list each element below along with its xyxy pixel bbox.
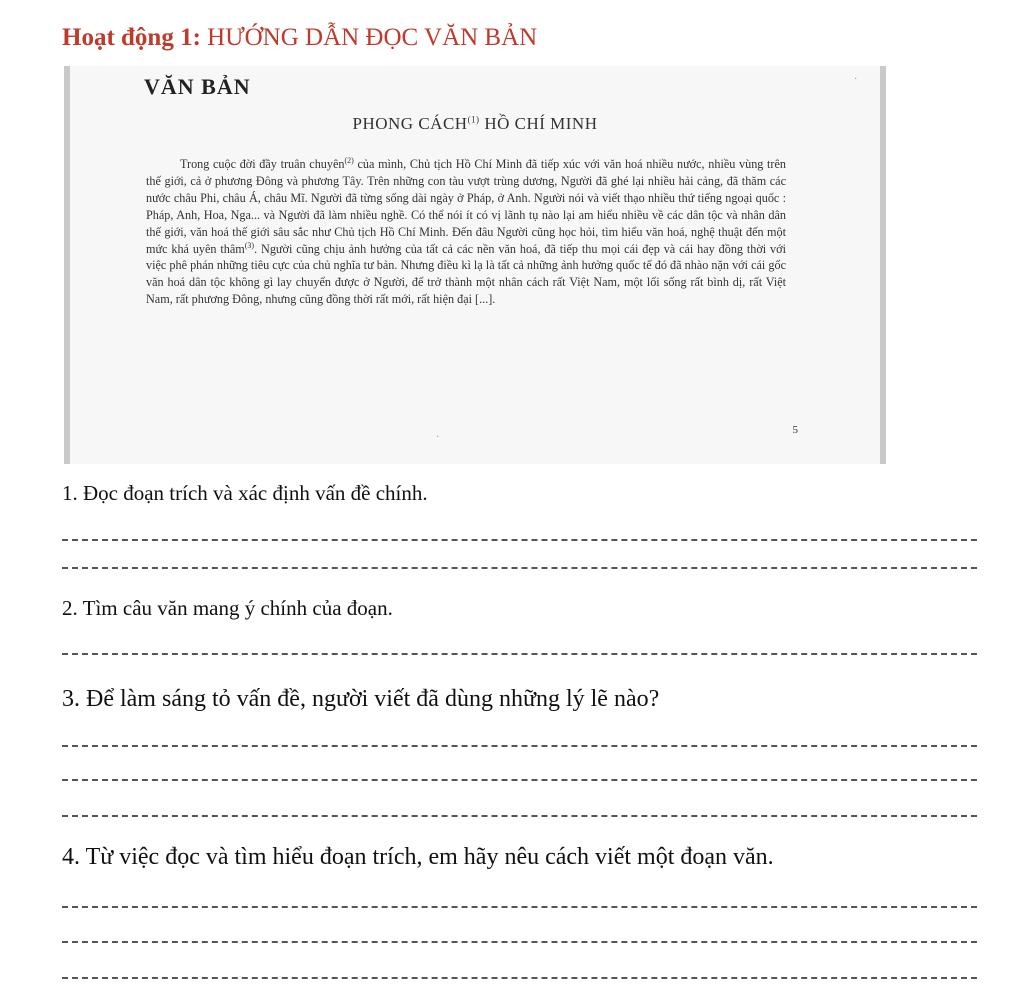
answer-line[interactable] — [62, 815, 977, 817]
activity-heading-prefix: Hoạt động 1: — [62, 24, 201, 51]
activity-heading — [62, 24, 537, 52]
scan-speck: · — [854, 74, 858, 85]
question-3: 3. Để làm sáng tỏ vấn đề, người viết đã dùng những lý lẽ nào? — [62, 686, 660, 712]
text-section-title: VĂN BẢN — [144, 74, 251, 99]
answer-line[interactable] — [62, 941, 977, 943]
text-title-main: PHONG CÁCH — [352, 114, 468, 133]
answer-line[interactable] — [62, 779, 977, 781]
activity-heading-text: HƯỚNG DẪN ĐỌC VĂN BẢN — [207, 24, 538, 51]
passage-part-2: của mình, Chủ tịch Hồ Chí Minh đã tiếp xúc với văn hoá nhiều nước, nhiều vùng trên thế giới, cả ở phương Đông và phương Tây. Trên những con tàu vượt trùng dương, Người đã ghé lại nhiều hải cảng, đã thăm các nước châu Phi, châu Á, châu Mĩ. Người đã từng sống dài ngày ở Pháp, ở Anh. Người nói và viết thạo nhiều thứ tiếng ngoại quốc : Pháp, Anh, Hoa, Nga... và Người đã làm nhiều nghề. Có thể nói ít có vị lãnh tụ nào lại am hiểu nhiều về các dân tộc và nhân dân thế giới, văn hoá thế giới sâu sắc như Chủ tịch Hồ Chí Minh. Đến đâu Người cũng học hỏi, tìm hiểu văn hoá, nghệ thuật đến một mức khá uyên thâm — [146, 157, 786, 256]
answer-line[interactable] — [62, 539, 977, 541]
passage-part-3: . Người cũng chịu ảnh hưởng của tất cả các nền văn hoá, đã tiếp thu mọi cái đẹp và cái hay đồng thời với việc phê phán những tiêu cực của chủ nghĩa tư bản. Nhưng điều kì lạ là tất cả những ảnh hưởng quốc tế đó đã nhào nặn với cái gốc văn hoá dân tộc không gì lay chuyển được ở Người, để trở thành một nhân cách rất Việt Nam, một lối sống rất bình dị, rất Việt Nam, rất phương Đông, nhưng cũng đồng thời rất mới, rất hiện đại [...]. — [146, 241, 786, 307]
footnote-marker-1: (1) — [467, 114, 480, 125]
answer-line[interactable] — [62, 745, 977, 747]
passage — [146, 156, 786, 308]
scan-speck: · — [436, 432, 440, 443]
text-title — [64, 114, 886, 134]
answer-line[interactable] — [62, 653, 977, 655]
question-2: 2. Tìm câu văn mang ý chính của đoạn. — [62, 596, 393, 620]
footnote-marker-3: (3) — [244, 240, 255, 250]
answer-line[interactable] — [62, 977, 977, 979]
question-1: 1. Đọc đoạn trích và xác định vấn đề chính. — [62, 481, 428, 505]
passage-part-1: Trong cuộc đời đầy truân chuyên — [180, 157, 345, 171]
question-4: 4. Từ việc đọc và tìm hiểu đoạn trích, em hãy nêu cách viết một đoạn văn. — [62, 844, 774, 870]
answer-line[interactable] — [62, 906, 977, 908]
footnote-marker-2: (2) — [344, 155, 354, 165]
answer-line[interactable] — [62, 567, 977, 569]
passage-paragraph — [146, 156, 786, 308]
text-title-rest: HỒ CHÍ MINH — [479, 114, 598, 133]
scanned-text-page — [64, 66, 886, 464]
page-number: 5 — [792, 424, 798, 436]
